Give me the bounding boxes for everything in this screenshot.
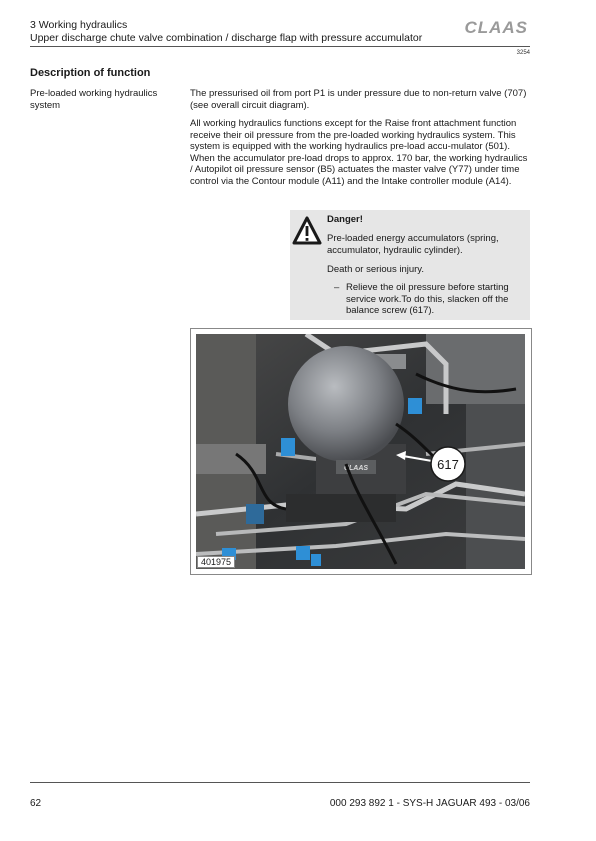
figure-id-label: 401975: [197, 556, 235, 568]
chapter-heading: 3 Working hydraulics: [30, 19, 128, 31]
side-label: Pre-loaded working hydraulics system: [30, 88, 158, 111]
claas-logo: [458, 17, 530, 37]
footer-rule: [30, 782, 530, 783]
warning-triangle-icon: [292, 216, 322, 246]
paragraph-1: The pressurised oil from port P1 is under pressure due to non-return valve (707) (see overall circuit diagram).: [190, 88, 527, 111]
danger-title: Danger!: [327, 214, 363, 225]
danger-step-text: Relieve the oil pressure before starting service work.To do this, slacken off the balance screw (617).: [346, 282, 509, 316]
accumulator-photo: [196, 334, 525, 569]
photo-logo-text: CLAAS: [343, 465, 369, 472]
page-code: 3254: [516, 50, 530, 56]
danger-step-dash: –: [334, 282, 340, 293]
page-subtitle: Upper discharge chute valve combination / discharge flap with pressure accumulator: [30, 32, 423, 44]
paragraph-2: All working hydraulics functions except for the Raise front attachment function receive their oil pressure from the pre-loaded working hydraulics system. This system is equipped with the working hydraulics pre-load accu-mulator (501). When the accumulator pre-load drops to approx. 170 bar, the working hydraulics / Autopilot oil pressure sensor (B5) actuates the master valve (Y77) under time control via the Contour module (A11) and the Intake controller module (A14).: [190, 118, 528, 187]
document-reference: 000 293 892 1 - SYS-H JAGUAR 493 - 03/06: [329, 798, 530, 809]
danger-consequence-text: Death or serious injury.: [327, 264, 424, 275]
section-title: Description of function: [30, 67, 151, 79]
logo-text: CLAAS: [464, 18, 528, 37]
page-number: 62: [30, 798, 42, 809]
header-rule: [30, 46, 530, 47]
callout-617: 617: [437, 457, 459, 472]
danger-hazard-text: Pre-loaded energy accumulators (spring, accumulator, hydraulic cylinder).: [327, 233, 499, 256]
